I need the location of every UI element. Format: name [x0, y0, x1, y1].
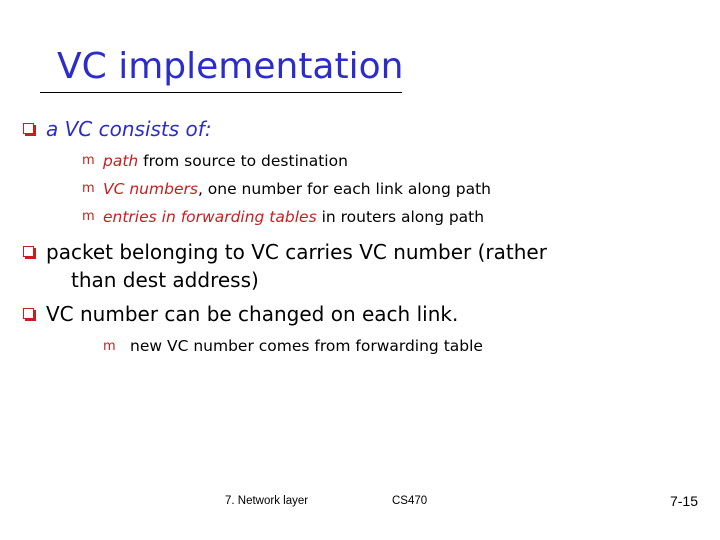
slide-title: VC implementation [57, 46, 404, 87]
sub-bullet-icon: m [82, 181, 95, 196]
sub-bullet-vc-numbers-text: , one number for each link along path [197, 180, 491, 198]
sub-bullet-icon: m [82, 209, 95, 224]
bullet-packet-line2: than dest address) [71, 268, 259, 292]
footer-course: CS470 [392, 495, 428, 507]
sub-bullet-forwarding-emph: entries in forwarding tables [103, 208, 317, 226]
footer-chapter: 7. Network layer [225, 495, 309, 507]
sub-bullet-vc-numbers-emph: VC numbers [103, 180, 198, 198]
sub-bullet-vc-numbers [103, 179, 491, 199]
bullet-square-icon [23, 123, 34, 134]
bullet-vc-changed: VC number can be changed on each link. [46, 302, 459, 326]
sub-bullet-forwarding-text: in routers along path [316, 208, 485, 226]
sub-bullet-path [103, 151, 348, 171]
sub-bullet-path-text: from source to destination [138, 152, 348, 170]
bullet-packet-line1: packet belonging to VC carries VC number (rather [46, 240, 547, 264]
sub-bullet-icon: m [103, 339, 116, 354]
sub-bullet-path-emph: path [103, 152, 139, 170]
title-underline [40, 92, 402, 93]
sub-bullet-new-vc: new VC number comes from forwarding table [130, 337, 483, 355]
sub-bullet-icon: m [82, 153, 95, 168]
bullet-square-icon [23, 246, 34, 257]
sub-bullet-forwarding [103, 207, 484, 227]
bullet-vc-consists: a VC consists of: [46, 117, 212, 141]
bullet-square-icon [23, 308, 34, 319]
page-number: 7-15 [669, 493, 698, 509]
